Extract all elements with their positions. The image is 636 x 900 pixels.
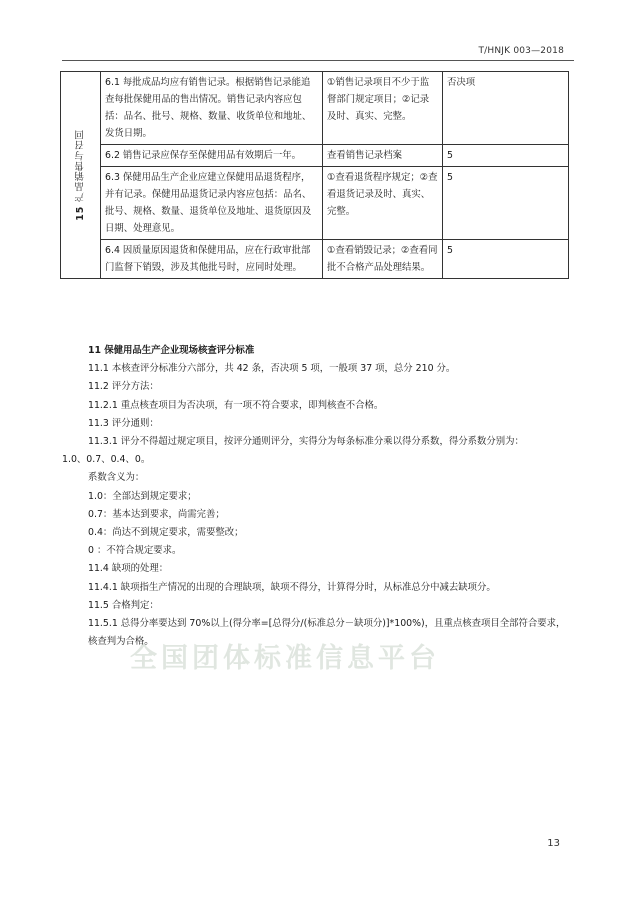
coefficient-item: 0.4：尚达不到规定要求，需要整改；: [88, 527, 244, 539]
table-row: [61, 240, 569, 279]
category-number: 15: [75, 205, 86, 221]
item-cell: 6.1 每批成品均应有销售记录。根据销售记录能追查每批保健用品的售出情况。销售记录内容应包括：品名、批号、规格、数量、收货单位和地址、发货日期。: [101, 72, 323, 145]
score-cell: 5: [443, 240, 569, 279]
page-number: 13: [547, 838, 560, 849]
item-cell: 6.3 保健用品生产企业应建立保健用品退货程序，并有记录。保健用品退货记录内容应包括：品名、批号、规格、数量、退货单位及地址、退货原因及日期、处理意见。: [101, 167, 323, 240]
section-11: [62, 342, 568, 651]
category-label: 产品销售与召回: [75, 129, 86, 202]
item-cell: 6.2 销售记录应保存至保健用品有效期后一年。: [101, 145, 323, 167]
paragraph: 11.2.1 重点核查项目为否决项，有一项不符合要求，即判核查不合格。: [88, 399, 384, 411]
table-row: [61, 167, 569, 240]
table-row: [61, 72, 569, 145]
paragraph: 11.5.1 总得分率要达到 70%以上(得分率=[总得分/(标准总分－缺项分)]*100%)，且重点核查项目全部符合要求，核查判为合格。: [88, 618, 566, 648]
paragraph: 1.0、0.7、0.4、0。: [62, 454, 151, 466]
watermark: 全国团体标准信息平台: [130, 643, 440, 674]
score-cell: 否决项: [443, 72, 569, 145]
paragraph: 11.4 缺项的处理：: [88, 563, 169, 575]
score-cell: 5: [443, 167, 569, 240]
paragraph: 11.4.1 缺项指生产情况的出现的合理缺项，缺项不得分，计算得分时，从标准总分中减去缺项分。: [88, 581, 496, 593]
item-cell: 6.4 因质量原因退货和保健用品，应在行政审批部门监督下销毁，涉及其他批号时，应同时处理。: [101, 240, 323, 279]
header-rule: [62, 60, 574, 61]
category-cell: [61, 72, 101, 279]
paragraph: 11.3 评分通则：: [88, 417, 159, 429]
method-cell: ①查看退货程序规定；②查看退货记录及时、真实、完整。: [323, 167, 443, 240]
coefficient-item: 0 ：不符合规定要求。: [88, 545, 182, 557]
document-id: T/HNJK 003—2018: [478, 46, 564, 56]
method-cell: ①查看销毁记录；②查看同批不合格产品处理结果。: [323, 240, 443, 279]
method-cell: 查看销售记录档案: [323, 145, 443, 167]
paragraph: 11.5 合格判定：: [88, 599, 159, 611]
table-row: [61, 145, 569, 167]
section-title: 11 保健用品生产企业现场核查评分标准: [88, 345, 255, 356]
coefficient-item: 1.0：全部达到规定要求；: [88, 490, 197, 502]
paragraph: 11.3.1 评分不得超过规定项目，按评分通则评分，实得分为每条标准分乘以得分系数，得分系数分别为：: [88, 436, 524, 448]
score-cell: 5: [443, 145, 569, 167]
paragraph: 11.1 本核查评分标准分六部分，共 42 条，否决项 5 项，一般项 37 项，总分 210 分。: [88, 363, 456, 375]
category-vertical-label: [72, 129, 89, 221]
coefficient-item: 0.7：基本达到要求，尚需完善；: [88, 508, 225, 520]
paragraph: 系数含义为：: [88, 472, 145, 484]
paragraph: 11.2 评分方法：: [88, 381, 159, 393]
method-cell: ①销售记录项目不少于监督部门规定项目；②记录及时、真实、完整。: [323, 72, 443, 145]
inspection-table: [60, 71, 569, 279]
